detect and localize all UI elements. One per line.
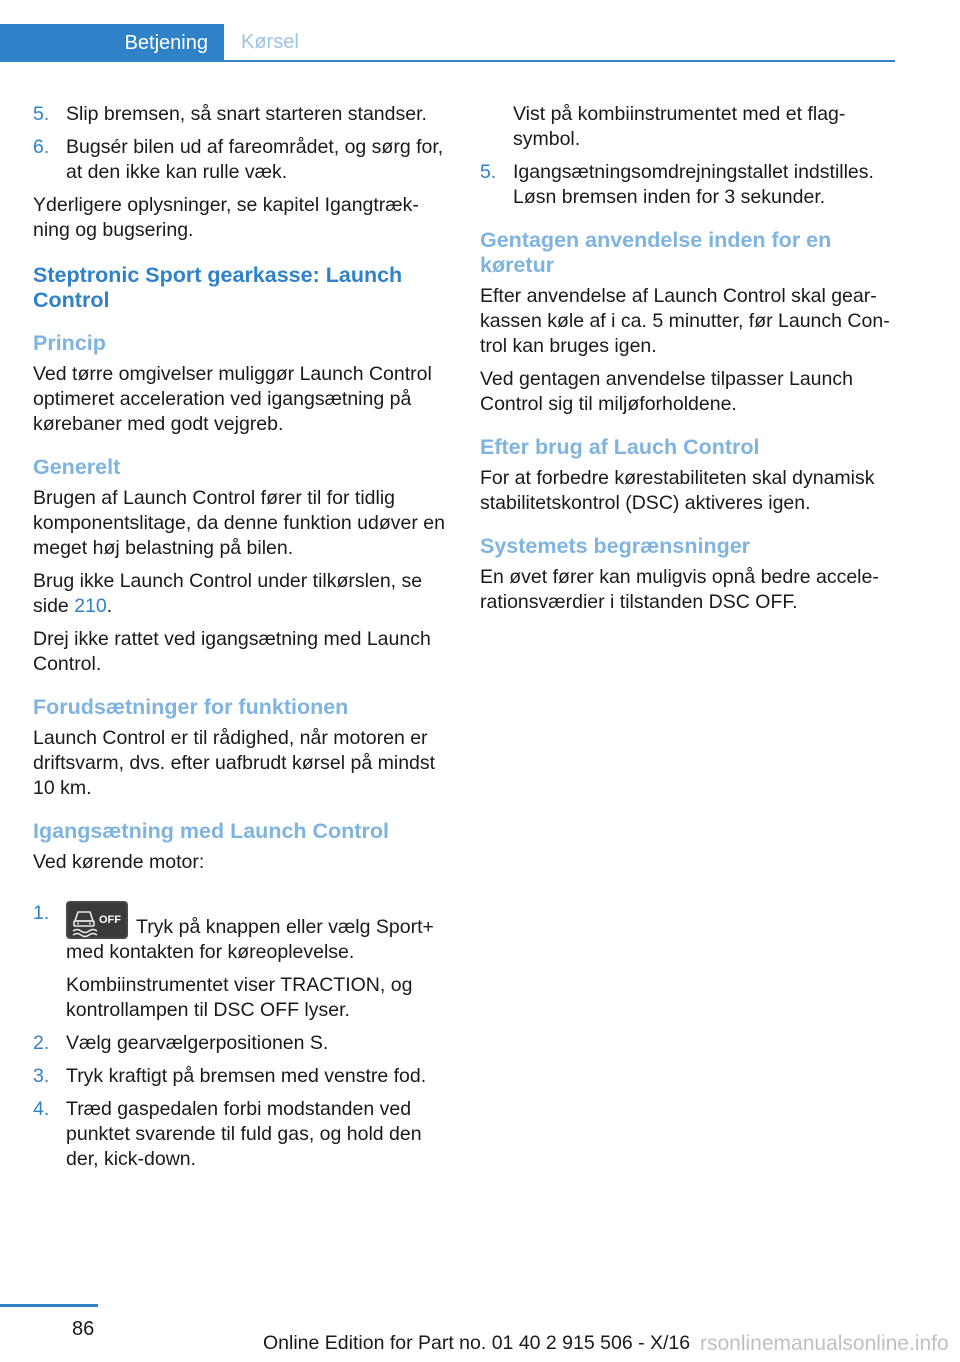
footer-divider — [0, 1304, 98, 1307]
list-item — [33, 135, 445, 185]
list-item — [480, 160, 900, 210]
heading-efter-brug: Efter brug af Lauch Control — [480, 435, 760, 459]
heading-gentagen: Gentagen anvendelse inden for en køretur — [480, 228, 832, 277]
page-reference-link[interactable]: 210 — [74, 595, 107, 617]
list-item — [33, 1031, 445, 1056]
page-number: 86 — [72, 1318, 95, 1340]
chapter-tabs — [0, 24, 895, 62]
paragraph-text: . — [106, 595, 113, 617]
heading-generelt: Generelt — [33, 455, 121, 479]
list-text: Igangsætningsomdrejningstallet indstilles. Løsn bremsen inden for 3 sekunder. — [513, 161, 874, 208]
paragraph-generelt-3: Drej ikke rattet ved igangsætning med Launch Control. — [33, 628, 431, 675]
list-item — [33, 1097, 445, 1172]
watermark: rsonlinemanualsonline.info — [700, 1332, 949, 1355]
list-text: Vælg gearvælgerpositionen S. — [66, 1032, 329, 1054]
heading-princip: Princip — [33, 331, 106, 355]
list-text: Træd gaspedalen forbi modstanden ved punktet svarende til fuld gas, og hold den der, kick-down. — [66, 1098, 422, 1170]
edition-text: Online Edition for Part no. 01 40 2 915 506 - X/16 — [263, 1332, 691, 1354]
tab-betjening[interactable]: Betjening — [0, 24, 224, 62]
step-4-continuation: Vist på kombiinstrumentet med et flagsymbol. — [513, 103, 846, 150]
paragraph-systemets: En øvet fører kan muligvis opnå bedre accelerationsværdier i tilstanden DSC OFF. — [480, 566, 879, 613]
right-column — [480, 102, 900, 623]
dsc-off-button-icon — [66, 901, 128, 939]
list-number: 6. — [33, 136, 50, 158]
paragraph-generelt-1: Brugen af Launch Control fører til for tidlig komponentslitage, da denne funktion udøver en meget høj belastning på bilen. — [33, 487, 445, 559]
tab-divider-line — [224, 60, 895, 62]
list-number: 4. — [33, 1098, 50, 1120]
list-text: Bugsér bilen ud af fareområdet, og sørg for, at den ikke kan rulle væk. — [66, 136, 444, 183]
paragraph-gentagen-1: Efter anvendelse af Launch Control skal gearkassen køle af i ca. 5 minutter, før Launch Control kan bruges igen. — [480, 285, 890, 357]
paragraph-generelt-2 — [33, 569, 445, 619]
list-text — [66, 901, 445, 965]
paragraph-more-info: Yderligere oplysninger, se kapitel Igangtrækning og bugsering. — [33, 194, 419, 241]
paragraph-gentagen-2: Ved gentagen anvendelse tilpasser Launch Control sig til miljøforholdene. — [480, 368, 853, 415]
heading-systemets: Systemets begrænsninger — [480, 534, 751, 558]
list-number: 2. — [33, 1032, 50, 1054]
paragraph-text: Brug ikke Launch Control under tilkørslen, se side — [33, 570, 423, 617]
list-number: 1. — [33, 902, 50, 924]
list-number: 5. — [33, 103, 50, 125]
paragraph-efter-brug: For at forbedre kørestabiliteten skal dynamisk stabilitetskontrol (DSC) aktiveres igen. — [480, 467, 875, 514]
dsc-off-symbol — [66, 901, 128, 939]
paragraph-igangsaetning: Ved kørende motor: — [33, 851, 205, 873]
heading-igangsaetning: Igangsætning med Launch Control — [33, 819, 389, 843]
heading-forudsaetninger: Forudsætninger for funktionen — [33, 695, 349, 719]
step-1-subtext: Kombiinstrumentet viser TRACTION, og kontrollampen til DSC OFF lyser. — [66, 974, 413, 1021]
paragraph-forudsaetninger: Launch Control er til rådighed, når motoren er driftsvarm, dvs. efter uafbrudt kørsel på mindst 10 km. — [33, 727, 436, 799]
list-item — [33, 901, 445, 965]
list-number: 3. — [33, 1065, 50, 1087]
svg-text:OFF: OFF — [99, 914, 121, 926]
section-heading-launch-control: Steptronic Sport gearkasse: Launch Control — [33, 263, 403, 312]
paragraph-princip: Ved tørre omgivelser muliggør Launch Control optimeret acceleration ved igangsætning på kørebaner med godt vejgreb. — [33, 363, 432, 435]
tab-koersel[interactable]: Kørsel — [241, 30, 299, 53]
list-item — [33, 102, 445, 127]
list-number: 5. — [480, 161, 497, 183]
list-text: Slip bremsen, så snart starteren standser. — [66, 103, 427, 125]
list-text: Tryk kraftigt på bremsen med venstre fod. — [66, 1065, 427, 1087]
left-column — [33, 102, 445, 1180]
list-item — [33, 1064, 445, 1089]
step-1-text: Tryk på knappen eller vælg Sport+ med kontakten for køreoplevelse. — [66, 916, 434, 963]
